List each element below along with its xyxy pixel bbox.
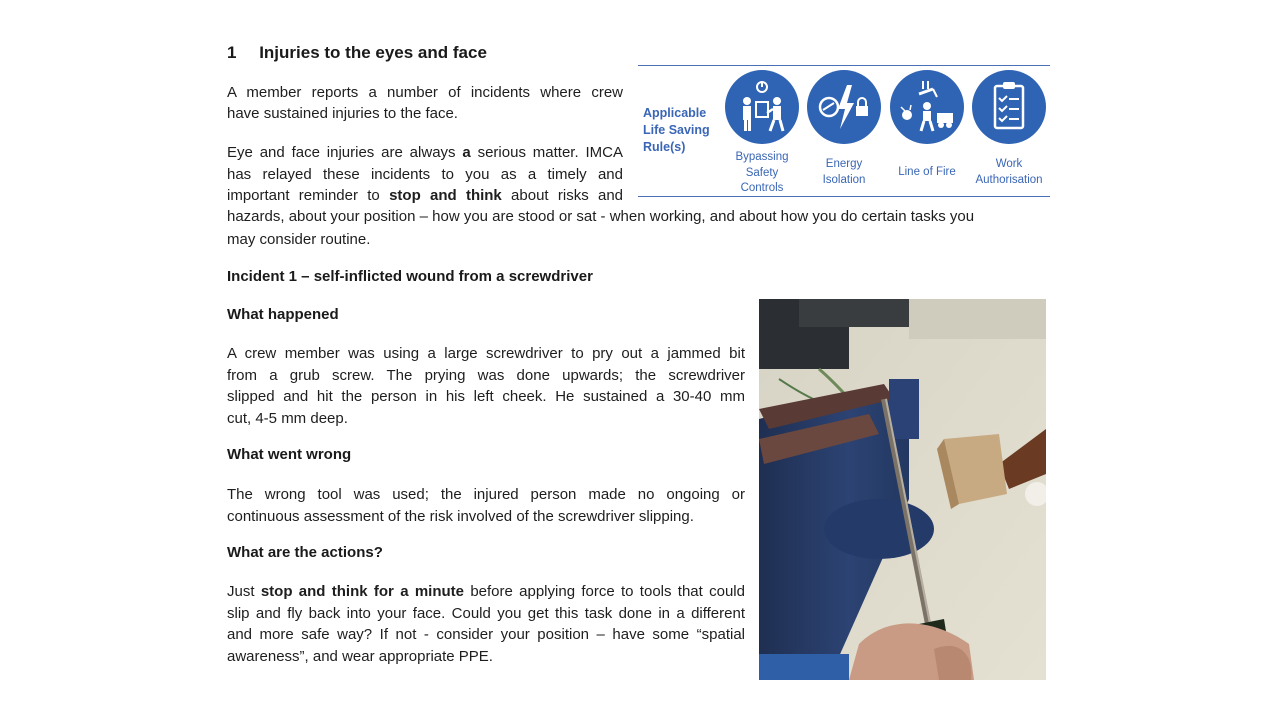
rule-label-work-authorisation: Work Authorisation xyxy=(975,158,1043,186)
what-happened-line: from a grub screw. The prying was done upwards; the screwdriver xyxy=(227,366,745,384)
intro-p1-line: A member reports a number of incidents where crew xyxy=(227,84,623,101)
intro-p2-line-1: Eye and face injuries are always a serious matter. IMCA xyxy=(227,144,623,161)
actions-line-3: and more safe way? If not - consider your position – have some “spatial xyxy=(227,626,745,643)
actions-heading: What are the actions? xyxy=(227,544,383,561)
work-authorisation-icon xyxy=(972,70,1046,144)
intro-p1-line-end: have sustained injuries to the face. xyxy=(227,105,458,122)
what-happened-body xyxy=(227,343,745,429)
intro-p2-line-5: may consider routine. xyxy=(227,231,371,248)
line-of-fire-icon xyxy=(890,70,964,144)
section-number: 1 xyxy=(227,43,237,62)
what-went-wrong-heading: What went wrong xyxy=(227,446,352,463)
rule-label-energy-isolation: Energy Isolation xyxy=(822,158,866,186)
energy-isolation-icon xyxy=(807,70,881,144)
rules-bottom-rule xyxy=(638,196,1050,197)
intro-p2-line-3: important reminder to stop and think about risks and xyxy=(227,187,623,204)
actions-line-1: Just stop and think for a minute before applying force to tools that could xyxy=(227,583,745,600)
what-went-wrong-body xyxy=(227,484,745,527)
screwdriver-in-bench-vice-photo xyxy=(759,299,1046,680)
rule-label-bypassing: Bypassing Safety Controls xyxy=(735,151,789,194)
intro-paragraph-1-end xyxy=(227,103,458,125)
incident-title: Incident 1 – self-inflicted wound from a screwdriver xyxy=(227,268,593,285)
what-went-wrong-line: The wrong tool was used; the injured person made no ongoing or xyxy=(227,486,745,503)
what-happened-line: A crew member was using a large screwdriver to pry out a jammed bit xyxy=(227,345,745,362)
intro-p2-line-4: hazards, about your position – how you are stood or sat - when working, and about how you do certain tasks you xyxy=(227,208,975,225)
intro-paragraph-2 xyxy=(227,142,623,207)
what-went-wrong-line: continuous assessment of the risk involved of the screwdriver slipping. xyxy=(227,507,694,525)
rules-top-rule xyxy=(638,65,1050,66)
rules-heading: Applicable Life Saving Rule(s) xyxy=(643,106,710,154)
actions-body xyxy=(227,581,745,667)
actions-line-2: slip and fly back into your face. Could you get this task done in a different xyxy=(227,604,745,622)
section-heading xyxy=(227,43,487,63)
section-title: Injuries to the eyes and face xyxy=(259,43,487,62)
what-happened-heading: What happened xyxy=(227,306,339,323)
intro-p2-line-2: has relayed these incidents to you as a timely and xyxy=(227,165,623,183)
actions-line-4: awareness”, and wear appropriate PPE. xyxy=(227,647,493,665)
what-happened-line: slipped and hit the person in his left cheek. He sustained a 30-40 mm xyxy=(227,388,745,405)
bypassing-safety-controls-icon xyxy=(725,70,799,144)
rule-label-line-of-fire: Line of Fire xyxy=(898,166,956,178)
intro-paragraph-1 xyxy=(227,82,623,104)
what-happened-line: cut, 4-5 mm deep. xyxy=(227,409,348,427)
